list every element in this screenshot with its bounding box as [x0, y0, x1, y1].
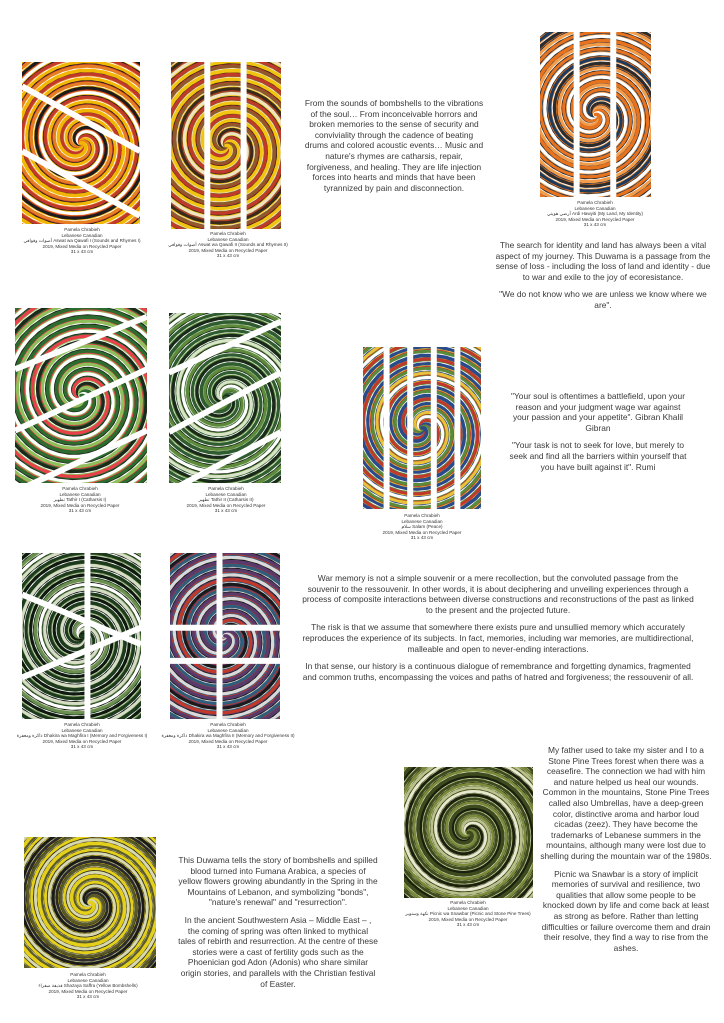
text-paragraph: War memory is not a simple souvenir or a mere recollection, but the convoluted passage from the souvenir to the ressouvenir. In other words, it is about deciphering and unveiling experiences through a process of composite interactions between diverse constructions and reconstructions of the past as linked to the present and the projected future.	[302, 573, 694, 615]
caption-origin: Lebanese Canadian	[207, 236, 249, 242]
artwork-tathir-2	[169, 313, 281, 483]
caption-size: 31 x 43 cm	[583, 222, 607, 228]
text-sounds-and-rhymes	[304, 98, 484, 200]
caption-a5	[156, 486, 296, 514]
caption-origin: Lebanese Canadian	[574, 205, 616, 211]
caption-size: 31 x 43 cm	[216, 744, 240, 750]
text-paragraph: In the ancient Southwestern Asia – Middle East – , the coming of spring was often linked to mythical tales of rebirth and resurrection. At the centre of these stories were a cast of fertility gods such as the Phoenician god Adon (Adonis) who share similar origin stories, and parallels with the Christian festival of Easter.	[178, 914, 378, 989]
caption-origin: Lebanese Canadian	[205, 491, 247, 497]
caption-artist: Pamela Chrabieh	[64, 227, 100, 232]
text-yellow-bombshells	[178, 855, 378, 996]
caption-medium: 2019, Mixed Media on Recycled Paper	[188, 738, 268, 744]
caption-title: أصوات وقوافي Aswat wa Qawafi II (Sounds and Rhymes II)	[168, 242, 288, 248]
caption-title: قذيفة صفراء Shazaya Saffra (Yellow Bombshells)	[38, 983, 138, 989]
caption-artist: Pamela Chrabieh	[404, 513, 440, 518]
caption-a8	[158, 722, 298, 750]
text-catharsis-quotes	[508, 391, 688, 479]
caption-title: أصوات وقوافي Aswat wa Qawafi I (Sounds and Rhymes I)	[23, 238, 141, 244]
caption-origin: Lebanese Canadian	[61, 727, 103, 733]
caption-a1	[12, 227, 152, 255]
caption-a10	[18, 972, 158, 1000]
caption-origin: Lebanese Canadian	[447, 905, 489, 911]
artwork-dhakira-wa-maghfira-2	[170, 553, 280, 719]
caption-medium: 2019, Mixed Media on Recycled Paper	[555, 216, 635, 222]
caption-medium: 2019, Mixed Media on Recycled Paper	[382, 529, 462, 535]
caption-size: 31 x 43 cm	[70, 744, 94, 750]
caption-artist: Pamela Chrabieh	[208, 486, 244, 491]
caption-medium: 2019, Mixed Media on Recycled Paper	[428, 916, 508, 922]
text-land-identity	[492, 240, 714, 318]
text-stone-pine-trees	[540, 745, 712, 960]
text-paragraph: From the sounds of bombshells to the vibrations of the soul… From inconceivable horrors and broken memories to the sense of security and conviviality through the cadence of beating drums and colored acoustic events… Music and nature's rhymes are catharsis, repair, forgiveness, and healing. They are life injection forces into hearts and minds that have been tyrannized by pain and disconnection.	[304, 98, 484, 193]
text-paragraph: My father used to take my sister and I to a Stone Pine Trees forest when there was a ceasefire. The connection we had with him and nature helped us heal our wounds. Common in the mountains, Stone Pine Trees called also Umbrellas, have a deep-green color, distinctive aroma and harbor loud cicadas (zeez). They have become the trademarks of Lebanese summers in the mountains, although many were lost due to shelling during the mountain war of the 1980s.	[540, 745, 712, 861]
caption-size: 31 x 43 cm	[456, 922, 480, 928]
caption-medium: 2019, Mixed Media on Recycled Paper	[48, 988, 128, 994]
caption-medium: 2019, Mixed Media on Recycled Paper	[188, 247, 268, 253]
text-war-memory	[302, 573, 694, 689]
caption-medium: 2019, Mixed Media on Recycled Paper	[42, 738, 122, 744]
text-paragraph: In that sense, our history is a continuous dialogue of remembrance and forgetting dynamics, fragmented and common truths, encompassing the voices and paths of hatred and forgiveness; the ressouvenir of all.	[302, 661, 694, 682]
artwork-salam	[363, 347, 481, 509]
caption-title: سلام Salam (Peace)	[401, 524, 443, 530]
caption-size: 31 x 43 cm	[68, 508, 92, 514]
caption-a6	[352, 513, 492, 541]
artwork-ardi-hawyiti	[540, 32, 651, 197]
text-paragraph: The risk is that we assume that somewhere there exists pure and unsullied memory which accurately reproduces the experience of its subjects. In fact, memories, including war memories, are multidirectional, malleable and open to never-ending interactions.	[302, 622, 694, 654]
caption-artist: Pamela Chrabieh	[210, 722, 246, 727]
artwork-aswat-wa-qawafi-1	[22, 62, 140, 224]
caption-medium: 2019, Mixed Media on Recycled Paper	[42, 243, 122, 249]
caption-a9	[398, 900, 538, 928]
caption-origin: Lebanese Canadian	[401, 518, 443, 524]
caption-origin: Lebanese Canadian	[67, 977, 109, 983]
caption-medium: 2019, Mixed Media on Recycled Paper	[186, 502, 266, 508]
caption-artist: Pamela Chrabieh	[64, 722, 100, 727]
caption-title: ذاكرة ومغفرة Dhakira wa Maghfira II (Memory and Forgiveness II)	[161, 733, 295, 739]
caption-size: 31 x 43 cm	[70, 249, 94, 255]
caption-artist: Pamela Chrabieh	[62, 486, 98, 491]
caption-title: نكهة وسنوبر Picnic wa Snawbar (Picnic and Stone Pine Trees)	[405, 911, 531, 917]
caption-medium: 2019, Mixed Media on Recycled Paper	[40, 502, 120, 508]
caption-artist: Pamela Chrabieh	[210, 231, 246, 236]
text-paragraph: The search for identity and land has always been a vital aspect of my journey. This Duwama is a passage from the sense of loss - including the loss of land and identity - due to war and exile to the joy of ecoresistance.	[495, 240, 711, 282]
caption-size: 31 x 43 cm	[214, 508, 238, 514]
caption-origin: Lebanese Canadian	[207, 727, 249, 733]
caption-a4	[10, 486, 150, 514]
caption-size: 31 x 43 cm	[76, 994, 100, 1000]
artwork-dhakira-wa-maghfira-1	[22, 553, 141, 719]
caption-title: تطهير Tathir I (Catharsis I)	[53, 497, 107, 503]
text-paragraph: This Duwama tells the story of bombshells and spilled blood turned into Fumana Arabica, a species of yellow flowers growing abundantly in the Spring in the Mountains of Lebanon, and symbolizing "bonds", "nature's renewal" and "resurrection".	[178, 855, 378, 908]
caption-title: أرضي هويتي Ardi Hawyiti (My Land, My Identity)	[546, 211, 644, 217]
text-paragraph: "Your task is not to seek for love, but merely to seek and find all the barriers within yourself that you have built against it". Rumi	[509, 440, 687, 472]
artwork-shazaya-saffra	[24, 837, 156, 968]
caption-size: 31 x 43 cm	[216, 253, 240, 259]
caption-size: 31 x 43 cm	[410, 535, 434, 541]
caption-origin: Lebanese Canadian	[59, 491, 101, 497]
caption-artist: Pamela Chrabieh	[577, 200, 613, 205]
artwork-aswat-wa-qawafi-2	[171, 62, 281, 229]
caption-a2	[158, 231, 298, 259]
caption-a3	[525, 200, 665, 228]
text-paragraph: Picnic wa Snawbar is a story of implicit memories of survival and resilience, two qualities that allow some people to be knocked down by life and come back at least as strong as before. Rather than letting difficulties or failure overcome them and drain their resolve, they find a way to rise from the ashes.	[541, 868, 711, 953]
caption-a7	[12, 722, 152, 750]
artwork-tathir-1	[15, 308, 147, 483]
text-paragraph: "Your soul is oftentimes a battlefield, upon your reason and your judgment wage war against your passion and your appetite". Gibran Khalil Gibran	[511, 391, 685, 433]
text-paragraph: "We do not know who we are unless we know where we are".	[499, 289, 707, 310]
caption-origin: Lebanese Canadian	[61, 232, 103, 238]
caption-title: ذاكرة ومغفرة Dhakira wa Maghfira I (Memory and Forgiveness I)	[16, 733, 148, 739]
caption-artist: Pamela Chrabieh	[450, 900, 486, 905]
caption-title: تطهير Tathir II (Catharsis II)	[198, 497, 254, 503]
artwork-picnic-wa-snawbar	[404, 767, 533, 898]
caption-artist: Pamela Chrabieh	[70, 972, 106, 977]
